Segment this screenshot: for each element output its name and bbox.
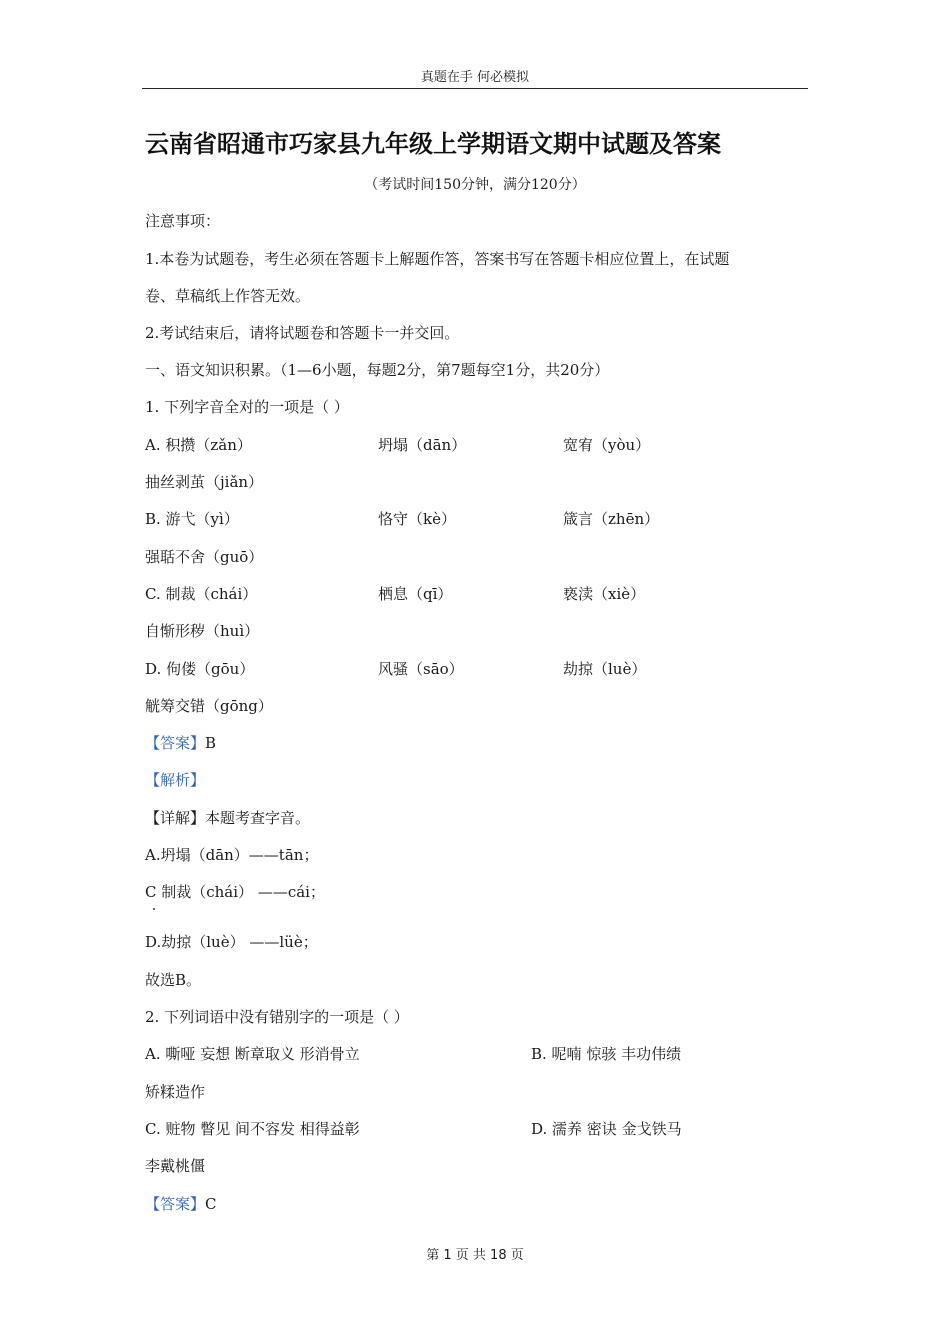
- q1-option-d-4: 觥筹交错（gōng）: [145, 697, 273, 715]
- header-rule: [142, 88, 808, 89]
- q1-option-b-1: B. 游弋（yì）: [145, 510, 239, 528]
- q1-answer: [145, 733, 216, 753]
- q1-explain-c: C 制裁（chái） ——cái；: [145, 883, 325, 901]
- q1-conclusion: 故选B。: [145, 971, 202, 989]
- q2-option-c: C. 赃物 瞥见 间不容发 相得益彰: [145, 1120, 360, 1138]
- answer-label: 【答案】: [145, 1195, 206, 1213]
- notice-heading: 注意事项：: [145, 212, 221, 230]
- q1-option-b-4: 强聒不舍（guō）: [145, 548, 264, 566]
- q1-option-b-2: 恪守（kè）: [378, 510, 456, 528]
- section-heading: 一、语文知识积累。（1—6小题，每题2分，第7题每空1分，共20分）: [145, 361, 610, 379]
- q1-detail: 【详解】本题考查字音。: [145, 809, 311, 827]
- running-header: 真题在手 何必模拟: [420, 70, 530, 85]
- question-2-stem: 2. 下列词语中没有错别字的一项是（ ）: [145, 1008, 409, 1026]
- answer-value: C: [205, 1195, 217, 1213]
- q1-option-a-1: A. 积攒（zǎn）: [145, 436, 252, 454]
- q1-option-a-2: 坍塌（dān）: [378, 436, 467, 454]
- page-footer: 第 1 页 共 18 页: [426, 1248, 524, 1263]
- q1-option-d-2: 风骚（sāo）: [378, 660, 464, 678]
- q2-option-d-cont: 李戴桃僵: [145, 1157, 206, 1175]
- notice-item-2: 2.考试结束后，请将试题卷和答题卡一并交回。: [145, 324, 460, 342]
- notice-item-1a: 1.本卷为试题卷，考生必须在答题卡上解题作答，答案书写在答题卡相应位置上，在试题: [145, 250, 730, 268]
- q1-option-b-3: 箴言（zhēn）: [563, 510, 660, 528]
- q1-option-c-3: 亵渎（xiè）: [563, 585, 646, 603]
- stray-dot-mark: [153, 908, 155, 910]
- q2-option-b-cont: 矫糅造作: [145, 1083, 206, 1101]
- question-1-stem: 1. 下列字音全对的一项是（ ）: [145, 398, 349, 416]
- exam-info: （考试时间150分钟，满分120分）: [364, 177, 586, 193]
- q1-option-d-1: D. 佝偻（gōu）: [145, 660, 255, 678]
- q1-option-c-4: 自惭形秽（huì）: [145, 622, 260, 640]
- q1-analysis-label: 【解析】: [145, 771, 206, 789]
- notice-item-1b: 卷、草稿纸上作答无效。: [145, 287, 311, 305]
- answer-label: 【答案】: [145, 734, 206, 752]
- q2-answer: [145, 1194, 217, 1214]
- q2-option-d: D. 濡养 密诀 金戈铁马: [531, 1120, 682, 1138]
- q1-option-c-2: 栖息（qī）: [378, 585, 453, 603]
- q1-option-c-1: C. 制裁（chái）: [145, 585, 258, 603]
- answer-value: B: [205, 734, 217, 752]
- q2-option-b: B. 呢喃 惊骇 丰功伟绩: [531, 1045, 682, 1063]
- q2-option-a: A. 嘶哑 妄想 断章取义 形消骨立: [145, 1045, 360, 1063]
- q1-option-a-4: 抽丝剥茧（jiǎn）: [145, 473, 264, 491]
- q1-explain-a: A.坍塌（dān）——tān；: [145, 846, 319, 864]
- page-title: 云南省昭通市巧家县九年级上学期语文期中试题及答案: [145, 130, 721, 158]
- q1-option-a-3: 宽宥（yòu）: [563, 436, 651, 454]
- q1-explain-d: D.劫掠（luè） ——lüè；: [145, 933, 318, 951]
- q1-option-d-3: 劫掠（luè）: [563, 660, 647, 678]
